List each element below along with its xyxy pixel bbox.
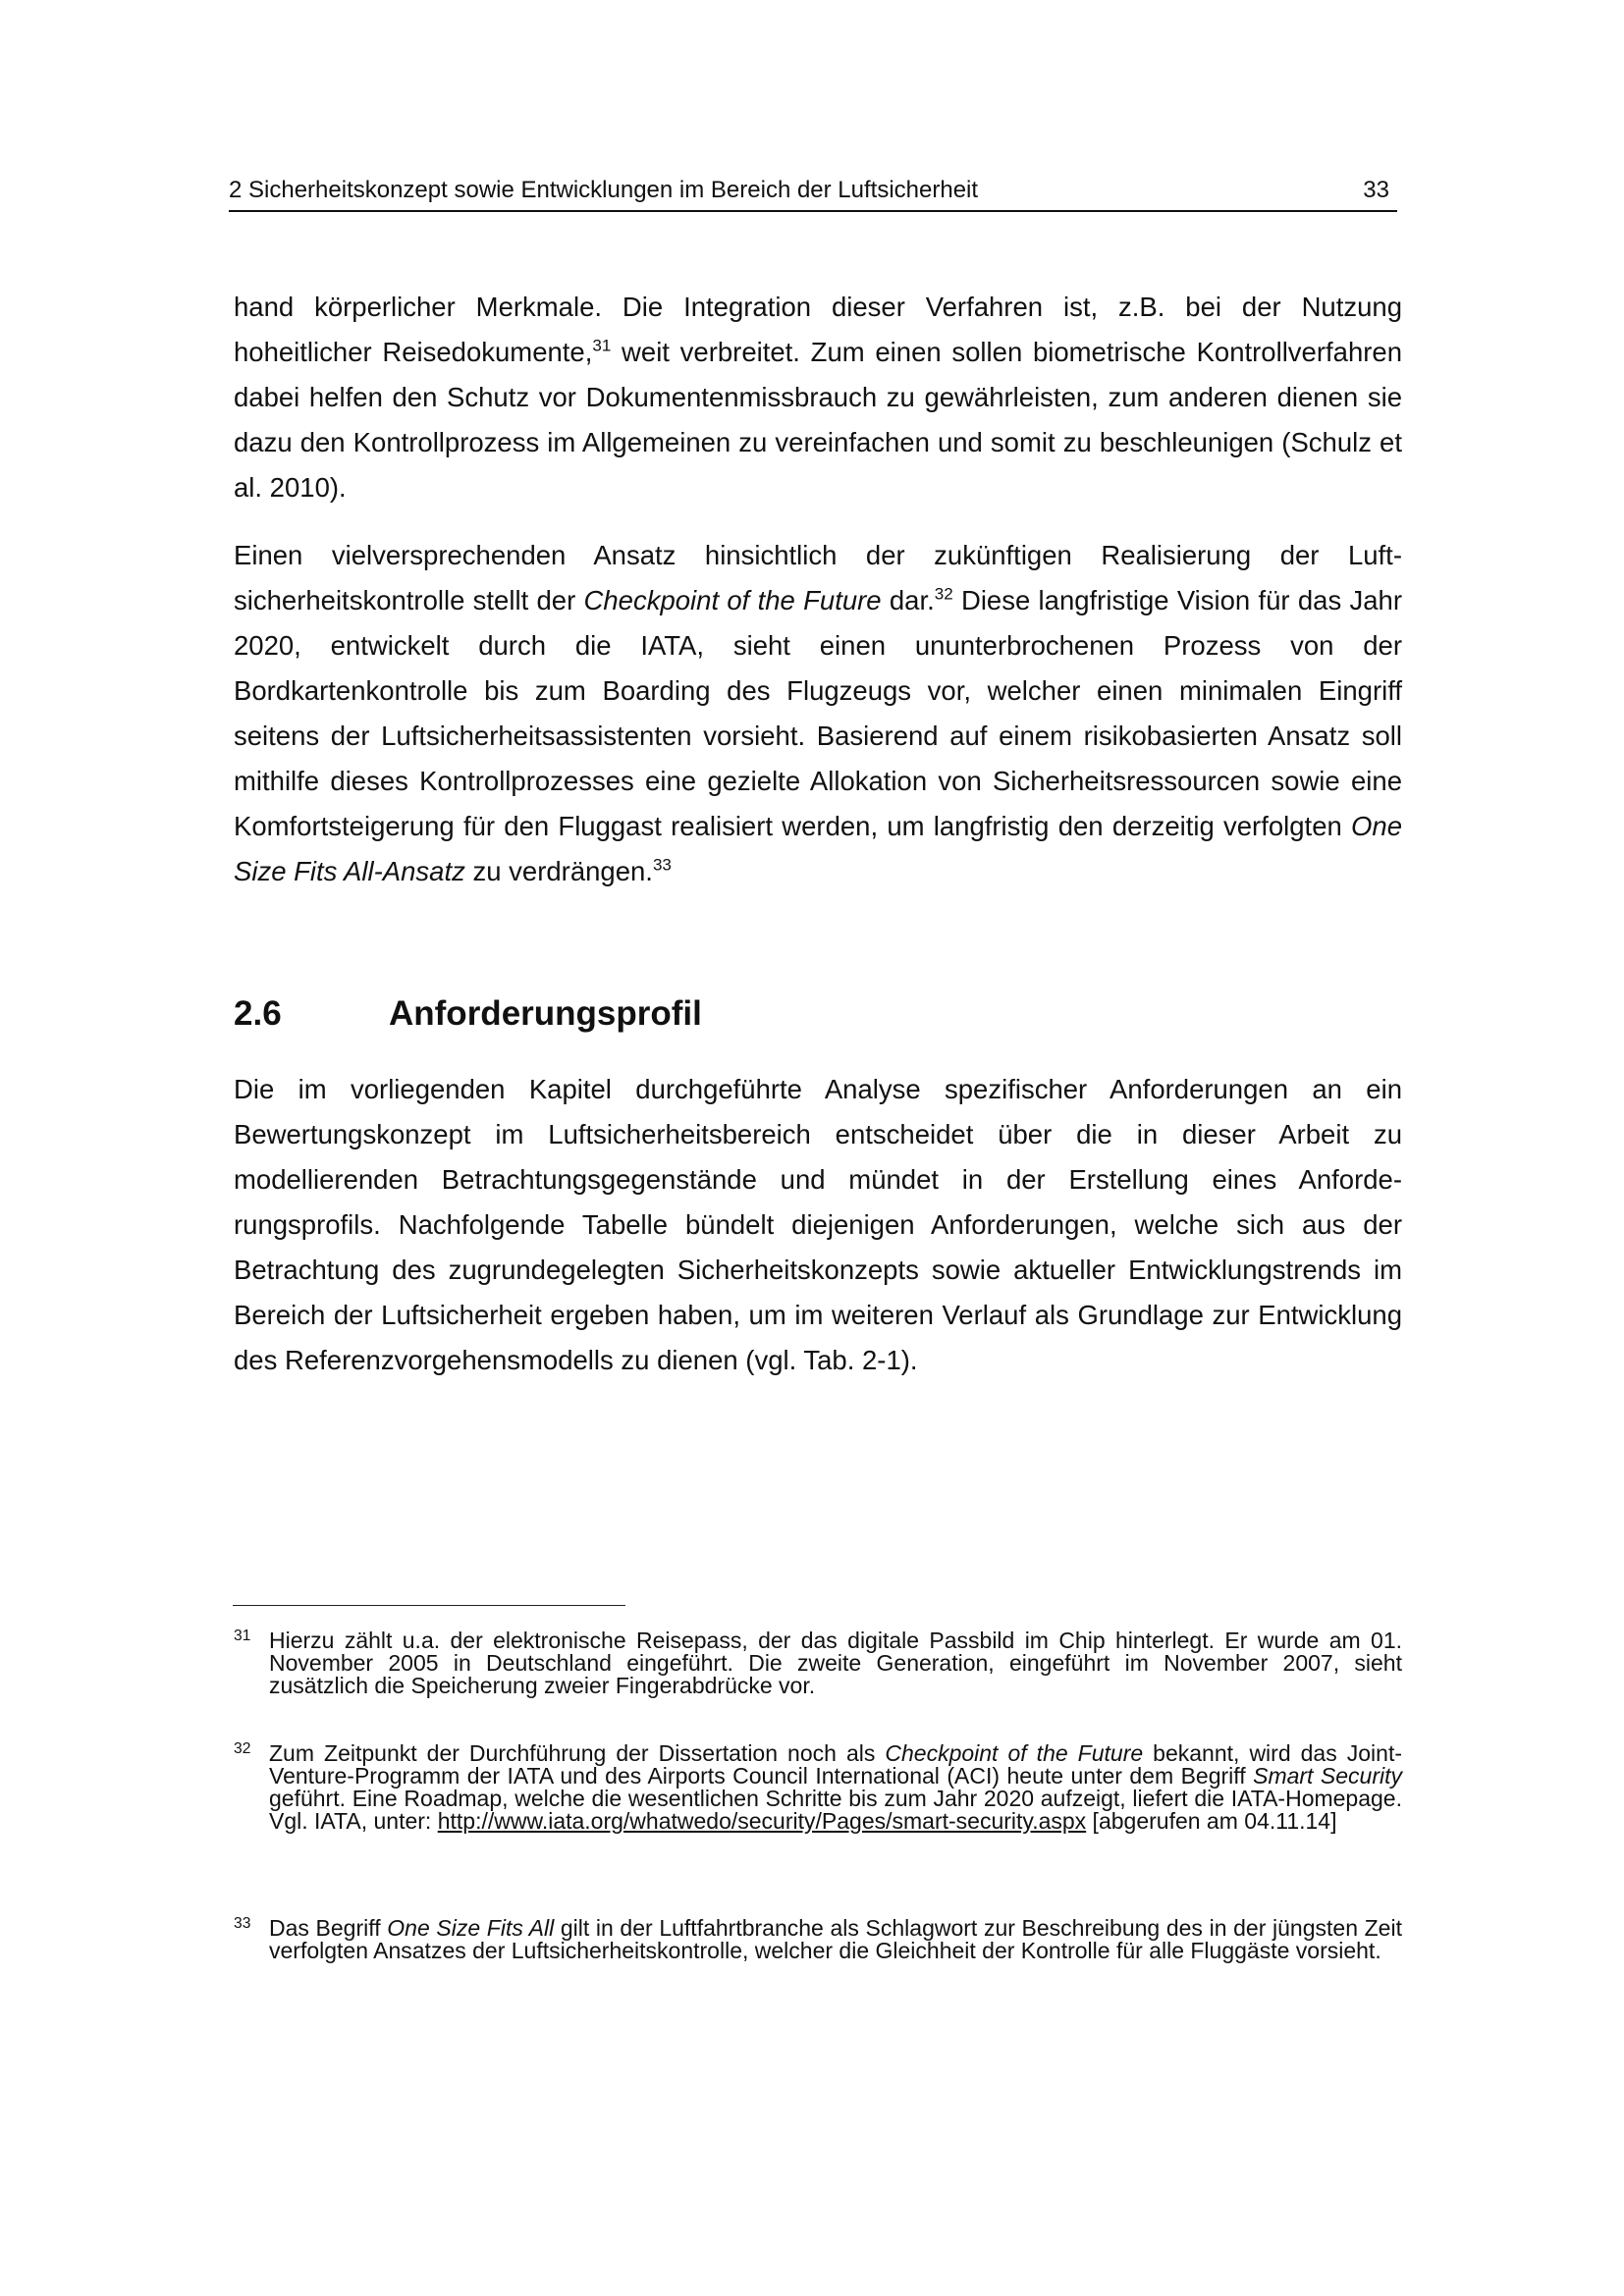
footnote-text: Zum Zeitpunkt der Durchführung der Dissertation noch als Checkpoint of the Future bekannt, wird das Joint-Venture-Programm der IATA und des Airports Council International (ACI) heute unter dem Begriff Smart Security geführt. Eine Roadmap, welche die wesentlichen Schritte bis zum Jahr 2020 aufzeigt, liefert die IATA-Homepage. Vgl. IATA, unter: http://www.iata.org/whatwedo/security/Pages/smart-security.aspx [abgerufen am 04.11.14] xyxy=(269,1740,1402,1834)
body-paragraph-3 xyxy=(234,1067,1402,1383)
footnote-reference[interactable]: 33 xyxy=(652,855,672,875)
emphasized-term: One Size Fits All-Ansatz xyxy=(234,811,1402,886)
emphasized-term: Smart Security xyxy=(1253,1763,1402,1789)
paragraph-text: Einen vielversprechenden Ansatz hinsichtlich der zukünftigen Realisierung der Luftsicherheitskontrolle stellt der Checkpoint of the Future dar.$^{32}$ Diese langfristige Vision für das Jahr 2020, entwickelt durch die IATA, sieht einen ununterbrochenen Prozess von der Bordkartenkontrolle bis zum Boarding des Flugzeugs vor, welcher einen minimalen Eingriff seitens der Luftsicherheitsassistenten vorsieht. Basierend auf einem risikobasierten Ansatz soll mithilfe dieses Kontrollprozesses eine gezielte Allokation von Sicherheitsressourcen sowie eine Komfortsteigerung für den Fluggast realisiert werden, um langfristig den derzeitig verfolgten One Size Fits All-Ansatz zu verdrängen.$^{33}$ xyxy=(234,540,1402,886)
footnote-31: 31 Hierzu zählt u.a. der elektronische Reisepass, der das digitale Passbild im Chip hinterlegt. Er wurde am 01. November 2005 in Deutschland eingeführt. Die zweite Generation, eingeführt im November 2007, sieht zusätzlich die Speicherung zweier Fingerabdrücke vor. xyxy=(234,1628,1402,1698)
running-header xyxy=(229,177,1397,212)
footnote-reference[interactable]: 31 xyxy=(592,336,612,355)
emphasized-term: One Size Fits All xyxy=(387,1915,555,1941)
footnote-text: Das Begriff One Size Fits All gilt in der Luftfahrtbranche als Schlagwort zur Beschreibung des in der jüngsten Zeit verfolgten Ansatzes der Luftsicherheitskontrolle, welcher die Gleichheit der Kontrolle für alle Fluggäste vorsieht. xyxy=(269,1915,1402,1963)
paragraph-text: hand körperlicher Merkmale. Die Integration dieser Verfahren ist, z.B. bei der Nutzung hoheitlicher Reisedokumente,$^{31}$ weit verbreitet. Zum einen sollen biometrische Kontrollverfahren dabei helfen den Schutz vor Dokumentenmissbrauch zu gewährleisten, zum anderen dienen sie dazu den Kontrollprozess im Allgemeinen zu vereinfachen und somit zu beschleunigen (Schulz et al. 2010). xyxy=(234,292,1402,503)
section-number: 2.6 xyxy=(234,994,282,1033)
footnote-separator xyxy=(233,1605,625,1606)
body-paragraph-2 xyxy=(234,533,1402,894)
emphasized-term: Checkpoint of the Future xyxy=(885,1740,1144,1766)
emphasized-term: Checkpoint of the Future xyxy=(583,585,882,615)
footnote-32: 32 Zum Zeitpunkt der Durchführung der Dissertation noch als Checkpoint of the Future bekannt, wird das Joint-Venture-Programm der IATA und des Airports Council International (ACI) heute unter dem Begriff Smart Security geführt. Eine Roadmap, welche die wesentlichen Schritte bis zum Jahr 2020 aufzeigt, liefert die IATA-Homepage. Vgl. IATA, unter: http://www.iata.org/whatwedo/security/Pages/smart-security.aspx [abgerufen am 04.11.14] xyxy=(234,1740,1402,1834)
footnote-reference[interactable]: 32 xyxy=(934,584,953,604)
chapter-title: 2 Sicherheitskonzept sowie Entwicklungen im Bereich der Luftsicherheit xyxy=(229,177,979,203)
body-paragraph-1 xyxy=(234,285,1402,510)
page-number: 33 xyxy=(1363,177,1389,203)
paragraph-text: Die im vorliegenden Kapitel durchgeführte Analyse spezifischer Anforderungen an ein Bewertungskonzept im Luftsicherheitsbereich entscheidet über die in dieser Arbeit zu modellierenden Betrachtungsgegenstände und mündet in der Erstellung eines Anforderungsprofils. Nachfolgende Tabelle bündelt diejenigen Anforderungen, welche sich aus der Betrachtung des zugrundegelegten Sicherheitskonzepts sowie aktueller Entwicklungstrends im Bereich der Luftsicherheit ergeben haben, um im weiteren Verlauf als Grundlage zur Entwicklung des Referenzvorgehensmodells zu dienen (vgl. Tab. 2-1). xyxy=(234,1074,1402,1375)
section-heading xyxy=(234,993,702,1035)
footnote-text: Hierzu zählt u.a. der elektronische Reisepass, der das digitale Passbild im Chip hinterlegt. Er wurde am 01. November 2005 in Deutschland eingeführt. Die zweite Generation, eingeführt im November 2007, sieht zusätzlich die Speicherung zweier Fingerabdrücke vor. xyxy=(269,1628,1402,1698)
section-title: Anforderungsprofil xyxy=(389,994,702,1033)
reference-link[interactable]: http://www.iata.org/whatwedo/security/Pages/smart-security.aspx xyxy=(437,1808,1087,1834)
footnote-33: 33 Das Begriff One Size Fits All gilt in der Luftfahrtbranche als Schlagwort zur Beschreibung des in der jüngsten Zeit verfolgten Ansatzes der Luftsicherheitskontrolle, welcher die Gleichheit der Kontrolle für alle Fluggäste vorsieht. xyxy=(234,1915,1402,1963)
